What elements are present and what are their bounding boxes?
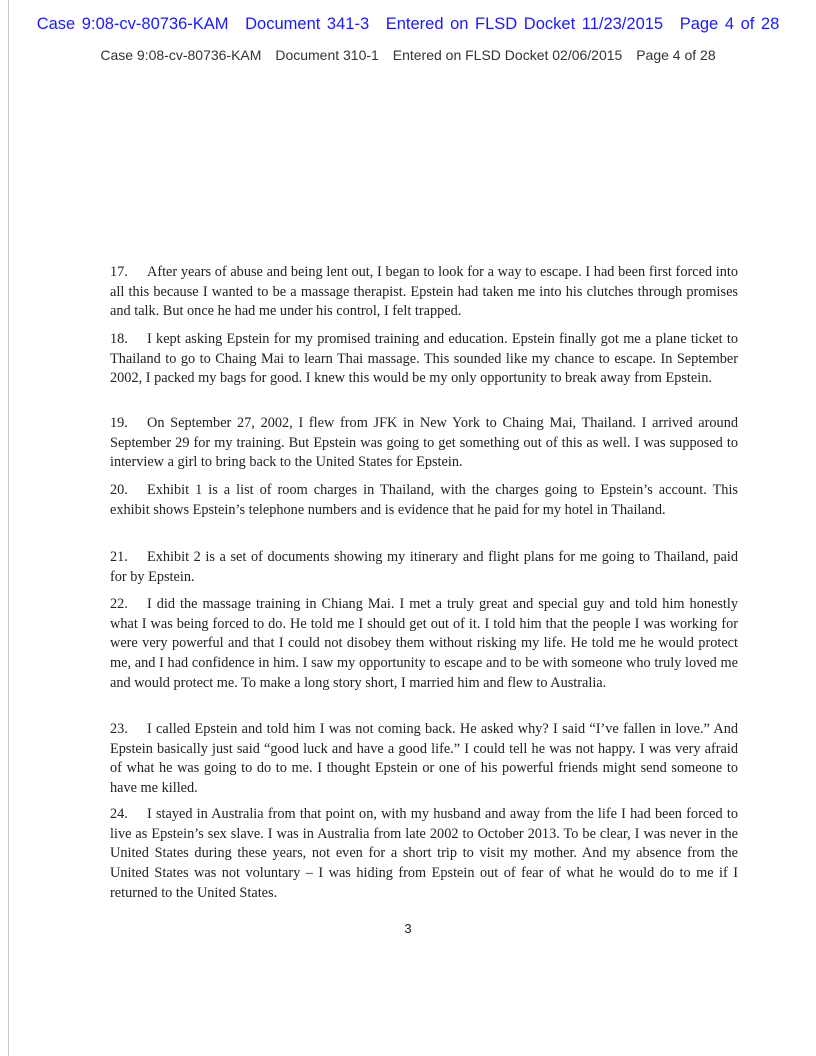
- docket-entry: Entered on FLSD Docket 11/23/2015: [385, 15, 664, 33]
- docket-entry: Entered on FLSD Docket 02/06/2015: [392, 47, 623, 63]
- paragraph-number: 21.: [110, 549, 128, 566]
- paragraph-text: Exhibit 1 is a list of room charges in Thailand, with the charges going to Epstein’s account. This exhibit shows Epstein’s telephone numbers and is evidence that he paid for my hotel in Thailand.: [110, 482, 738, 518]
- paragraph-22: [110, 595, 738, 693]
- paragraph-text: After years of abuse and being lent out, I began to look for a way to escape. I had been first forced into all this because I wanted to be a massage therapist. Epstein had taken me into his clutches through promises and talk. But once he had me under his control, I felt trapped.: [110, 264, 738, 320]
- paragraph-number: 17.: [110, 264, 128, 281]
- paragraph-text: I did the massage training in Chiang Mai. I met a truly great and special guy and told him honestly what I was being forced to do. He told me I should get out of it. I told him that the people I was working for were very powerful and that I could not disobey them without risking my life. He told me he would protect me, and I had confidence in him. I saw my opportunity to escape and to be with someone who truly loved me and would protect me. To make a long story short, I married him and flew to Australia.: [110, 596, 738, 691]
- page-count: Page 4 of 28: [679, 15, 780, 33]
- paragraph-text: I kept asking Epstein for my promised training and education. Epstein finally got me a plane ticket to Thailand to go to Chaing Mai to learn Thai massage. This sounded like my chance to escape. In September 2002, I packed my bags for good. I knew this would be my only opportunity to break away from Epstein.: [110, 331, 738, 387]
- paragraph-text: On September 27, 2002, I flew from JFK in New York to Chaing Mai, Thailand. I arrived around September 29 for my training. But Epstein was going to get something out of this as well. I was supposed to interview a girl to bring back to the United States for Epstein.: [110, 415, 738, 471]
- paragraph-17: [110, 263, 738, 322]
- page-number: 3: [404, 921, 412, 936]
- paragraph-24: [110, 805, 738, 903]
- paragraph-23: [110, 720, 738, 798]
- paragraph-18: [110, 330, 738, 389]
- court-filing-stamp: [0, 15, 816, 34]
- paragraph-number: 22.: [110, 596, 128, 613]
- page-count: Page 4 of 28: [636, 47, 716, 63]
- document-number: Document 310-1: [275, 47, 379, 63]
- paragraph-number: 20.: [110, 482, 128, 499]
- paragraph-number: 23.: [110, 721, 128, 738]
- page-edge-line: [8, 0, 9, 1056]
- paragraph-number: 24.: [110, 806, 128, 823]
- paragraph-20: [110, 481, 738, 520]
- original-filing-header: [0, 47, 816, 63]
- paragraph-21: [110, 548, 738, 587]
- paragraph-text: I stayed in Australia from that point on, with my husband and away from the life I had been forced to live as Epstein’s sex slave. I was in Australia from late 2002 to October 2013. To be clear, I was never in the United States during these years, not even for a short trip to visit my mother. And my absence from the United States was not voluntary – I was hiding from Epstein out of fear of what he would do to me if I returned to the United States.: [110, 806, 738, 901]
- case-number: Case 9:08-cv-80736-KAM: [36, 15, 229, 33]
- paragraph-text: Exhibit 2 is a set of documents showing my itinerary and flight plans for me going to Thailand, paid for by Epstein.: [110, 549, 738, 585]
- case-number: Case 9:08-cv-80736-KAM: [100, 47, 262, 63]
- paragraph-number: 19.: [110, 415, 128, 432]
- paragraph-19: [110, 414, 738, 473]
- paragraph-number: 18.: [110, 331, 128, 348]
- paragraph-text: I called Epstein and told him I was not coming back. He asked why? I said “I’ve fallen in love.” And Epstein basically just said “good luck and have a good life.” I could tell he was not happy. I was very afraid of what he was going to do to me. I thought Epstein or one of his powerful friends might send someone to have me killed.: [110, 721, 738, 797]
- document-number: Document 341-3: [245, 15, 370, 33]
